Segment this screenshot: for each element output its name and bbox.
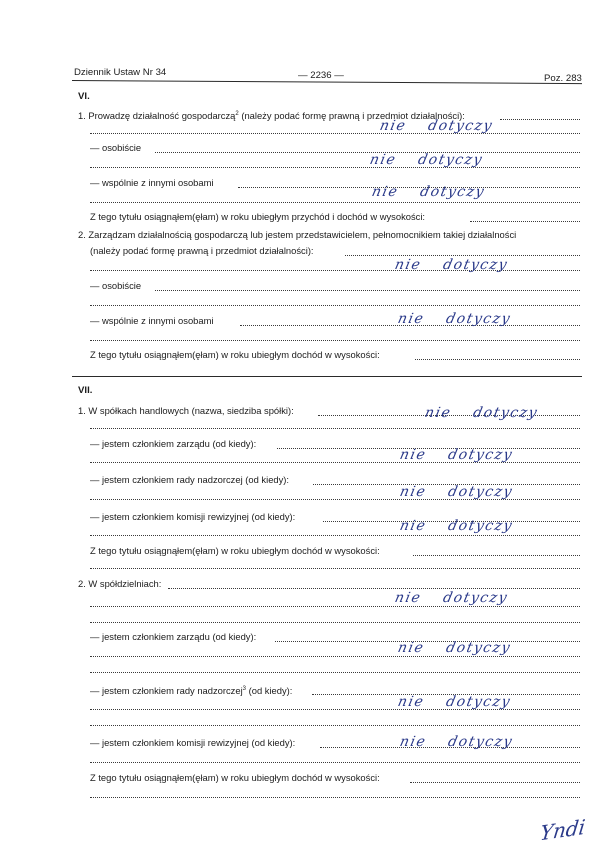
hw-word2: dotyczy <box>441 590 510 606</box>
hw-word2: dotyczy <box>471 405 540 421</box>
fill-line <box>90 656 580 657</box>
header-rule <box>72 80 582 84</box>
fill-line <box>410 782 580 783</box>
section-vi-title: VI. <box>78 91 90 102</box>
hw-word1: nie <box>398 518 428 534</box>
footnote-mark: 3 <box>242 686 247 692</box>
fill-line <box>168 588 580 589</box>
handwritten-not-applicable <box>368 152 484 168</box>
vii-q2-supervisory <box>90 684 292 696</box>
position-number: Poz. 283 <box>544 73 582 84</box>
hw-word2: dotyczy <box>446 734 515 750</box>
hw-word2: dotyczy <box>444 311 513 327</box>
fill-line <box>90 606 580 607</box>
vi-q2-personally: — osobiście <box>90 280 142 291</box>
vii-q1-supervisory: — jestem członkiem rady nadzorczej (od kiedy): <box>90 474 290 485</box>
vi-q1-personally: — osobiście <box>90 142 142 153</box>
hw-word1: nie <box>370 184 400 200</box>
fill-line <box>90 568 580 569</box>
hw-word1: nie <box>398 734 428 750</box>
vi-q2-label-2: (należy podać formę prawną i przedmiot działalności): <box>90 245 314 256</box>
journal-title: Dziennik Ustaw Nr 34 <box>74 67 167 78</box>
fill-line <box>90 202 580 203</box>
fill-line <box>500 119 580 120</box>
handwritten-not-applicable <box>398 518 514 534</box>
fill-line <box>90 167 580 168</box>
hw-word2: dotyczy <box>441 257 510 273</box>
handwritten-not-applicable <box>396 694 512 710</box>
hw-word1: nie <box>393 590 423 606</box>
footnote-mark: 2 <box>235 111 239 117</box>
hw-word1: nie <box>398 484 428 500</box>
hw-word2: dotyczy <box>444 694 513 710</box>
section-divider <box>72 376 582 377</box>
hw-word2: dotyczy <box>446 518 515 534</box>
handwritten-not-applicable <box>398 484 514 500</box>
vii-q2-supervisory-rest: (od kiedy): <box>246 685 293 697</box>
fill-line <box>155 152 580 153</box>
vii-q1-audit: — jestem członkiem komisji rewizyjnej (od kiedy): <box>90 511 296 522</box>
handwritten-not-applicable <box>370 184 486 200</box>
hw-word1: nie <box>396 640 426 656</box>
fill-line <box>90 622 580 623</box>
fill-line <box>345 255 580 256</box>
handwritten-not-applicable <box>398 447 514 463</box>
fill-line <box>413 555 580 556</box>
hw-word1: nie <box>378 118 408 134</box>
fill-line <box>90 535 580 536</box>
page-number: — 2236 — <box>298 70 344 81</box>
hw-word2: dotyczy <box>446 447 515 463</box>
vi-q2-label-1: 2. Zarządzam działalnością gospodarczą lub jestem przedstawicielem, pełnomocnikiem takiej działalności <box>78 229 517 240</box>
fill-line <box>90 762 580 763</box>
handwritten-not-applicable <box>398 734 514 750</box>
vii-q1-board: — jestem członkiem zarządu (od kiedy): <box>90 438 257 449</box>
hw-word1: nie <box>398 447 428 463</box>
section-vii-title: VII. <box>78 385 93 396</box>
vi-q2-jointly: — wspólnie z innymi osobami <box>90 315 214 326</box>
hw-word2: dotyczy <box>446 484 515 500</box>
handwritten-not-applicable <box>393 590 509 606</box>
hw-word1: nie <box>423 405 453 421</box>
vii-q2-supervisory-text: — jestem członkiem rady nadzorczej <box>90 685 243 697</box>
hw-word1: nie <box>368 152 398 168</box>
fill-line <box>470 221 580 222</box>
fill-line <box>90 428 580 429</box>
fill-line <box>90 797 580 798</box>
handwritten-not-applicable <box>378 118 494 134</box>
vi-q1-label-rest: (należy podać formę prawną i przedmiot działalności): <box>238 110 465 122</box>
hw-word1: nie <box>393 257 423 273</box>
signature: Yndi <box>538 814 587 846</box>
fill-line <box>90 133 580 134</box>
vii-q2-label: 2. W spółdzielniach: <box>78 578 162 589</box>
vii-q1-label: 1. W spółkach handlowych (nazwa, siedziba spółki): <box>78 405 294 416</box>
fill-line <box>90 672 580 673</box>
vi-q1-jointly: — wspólnie z innymi osobami <box>90 177 214 188</box>
vi-q1-income: Z tego tytułu osiągnąłem(ęłam) w roku ubiegłym przychód i dochód w wysokości: <box>90 211 426 222</box>
fill-line <box>90 725 580 726</box>
handwritten-not-applicable <box>396 311 512 327</box>
vi-q1-label-text: 1. Prowadzę działalność gospodarczą <box>78 110 236 122</box>
handwritten-not-applicable <box>396 640 512 656</box>
hw-word2: dotyczy <box>416 152 485 168</box>
hw-word2: dotyczy <box>426 118 495 134</box>
fill-line <box>155 290 580 291</box>
handwritten-not-applicable <box>423 405 539 421</box>
fill-line <box>90 340 580 341</box>
vi-q2-income: Z tego tytułu osiągnąłem(ęłam) w roku ubiegłym dochód w wysokości: <box>90 349 380 360</box>
vii-q2-board: — jestem członkiem zarządu (od kiedy): <box>90 631 257 642</box>
vii-q2-income: Z tego tytułu osiągnąłem(ęłam) w roku ubiegłym dochód w wysokości: <box>90 772 380 783</box>
fill-line <box>90 305 580 306</box>
fill-line <box>415 359 580 360</box>
hw-word2: dotyczy <box>418 184 487 200</box>
handwritten-not-applicable <box>393 257 509 273</box>
hw-word1: nie <box>396 311 426 327</box>
vii-q2-audit: — jestem członkiem komisji rewizyjnej (od kiedy): <box>90 737 296 748</box>
hw-word1: nie <box>396 694 426 710</box>
hw-word2: dotyczy <box>444 640 513 656</box>
vii-q1-income: Z tego tytułu osiągnąłem(ęłam) w roku ubiegłym dochód w wysokości: <box>90 545 380 556</box>
